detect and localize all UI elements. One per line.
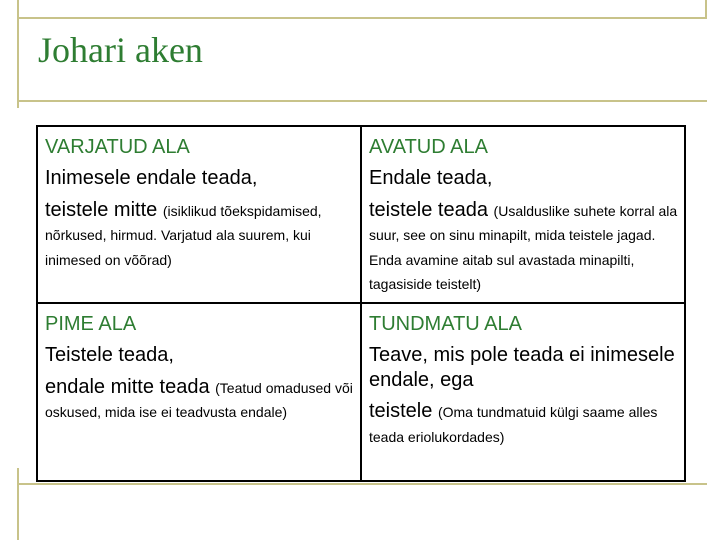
quadrant-blind-area [37, 303, 361, 481]
quadrant-line: teistele teada [369, 198, 488, 221]
table-row [37, 126, 685, 303]
quadrant-line: Endale teada, [369, 167, 493, 190]
quadrant-line: teistele mitte [45, 198, 158, 221]
decorative-frame-right-tick [705, 0, 707, 19]
quadrant-title: AVATUD ALA [369, 136, 488, 158]
decorative-bottom-left-line [17, 468, 19, 540]
decorative-bottom-line [17, 483, 707, 485]
quadrant-line-with-note [369, 198, 678, 296]
quadrant-title: VARJATUD ALA [45, 136, 190, 158]
quadrant-line: Teave, mis pole teada ei inimesele endale, ega [369, 344, 675, 391]
quadrant-line-with-note [369, 399, 678, 448]
quadrant-unknown-area [361, 303, 685, 481]
quadrant-line: Inimesele endale teada, [45, 167, 258, 190]
johari-window-table [36, 125, 686, 482]
quadrant-note: (Teatud omadused või oskused, mida ise ei teadvusta endale) [45, 379, 353, 421]
slide-title: Johari aken [38, 30, 203, 70]
quadrant-hidden-area [37, 126, 361, 303]
quadrant-note: (isiklikud tõekspidamised, nõrkused, hirmud. Varjatud ala suurem, kui inimesed on võõrad) [45, 202, 322, 268]
quadrant-line-with-note [45, 198, 354, 271]
decorative-title-underline [17, 100, 707, 102]
quadrant-note: (Oma tundmatuid külgi saame alles teada eriolukordades) [369, 404, 658, 445]
quadrant-line-with-note [45, 375, 354, 424]
quadrant-note: (Usalduslike suhete korral ala suur, see on sinu minapilt, mida teistele jagad. Enda avamine aitab sul avastada minapilti, tagasiside teistelt) [369, 202, 678, 292]
quadrant-open-area [361, 126, 685, 303]
quadrant-title: PIME ALA [45, 313, 137, 335]
decorative-frame-top-line [17, 17, 707, 19]
quadrant-line: endale mitte teada [45, 375, 210, 398]
table-row [37, 303, 685, 481]
quadrant-line: Teistele teada, [45, 344, 174, 367]
quadrant-title: TUNDMATU ALA [369, 313, 522, 335]
quadrant-line: teistele [369, 400, 433, 423]
